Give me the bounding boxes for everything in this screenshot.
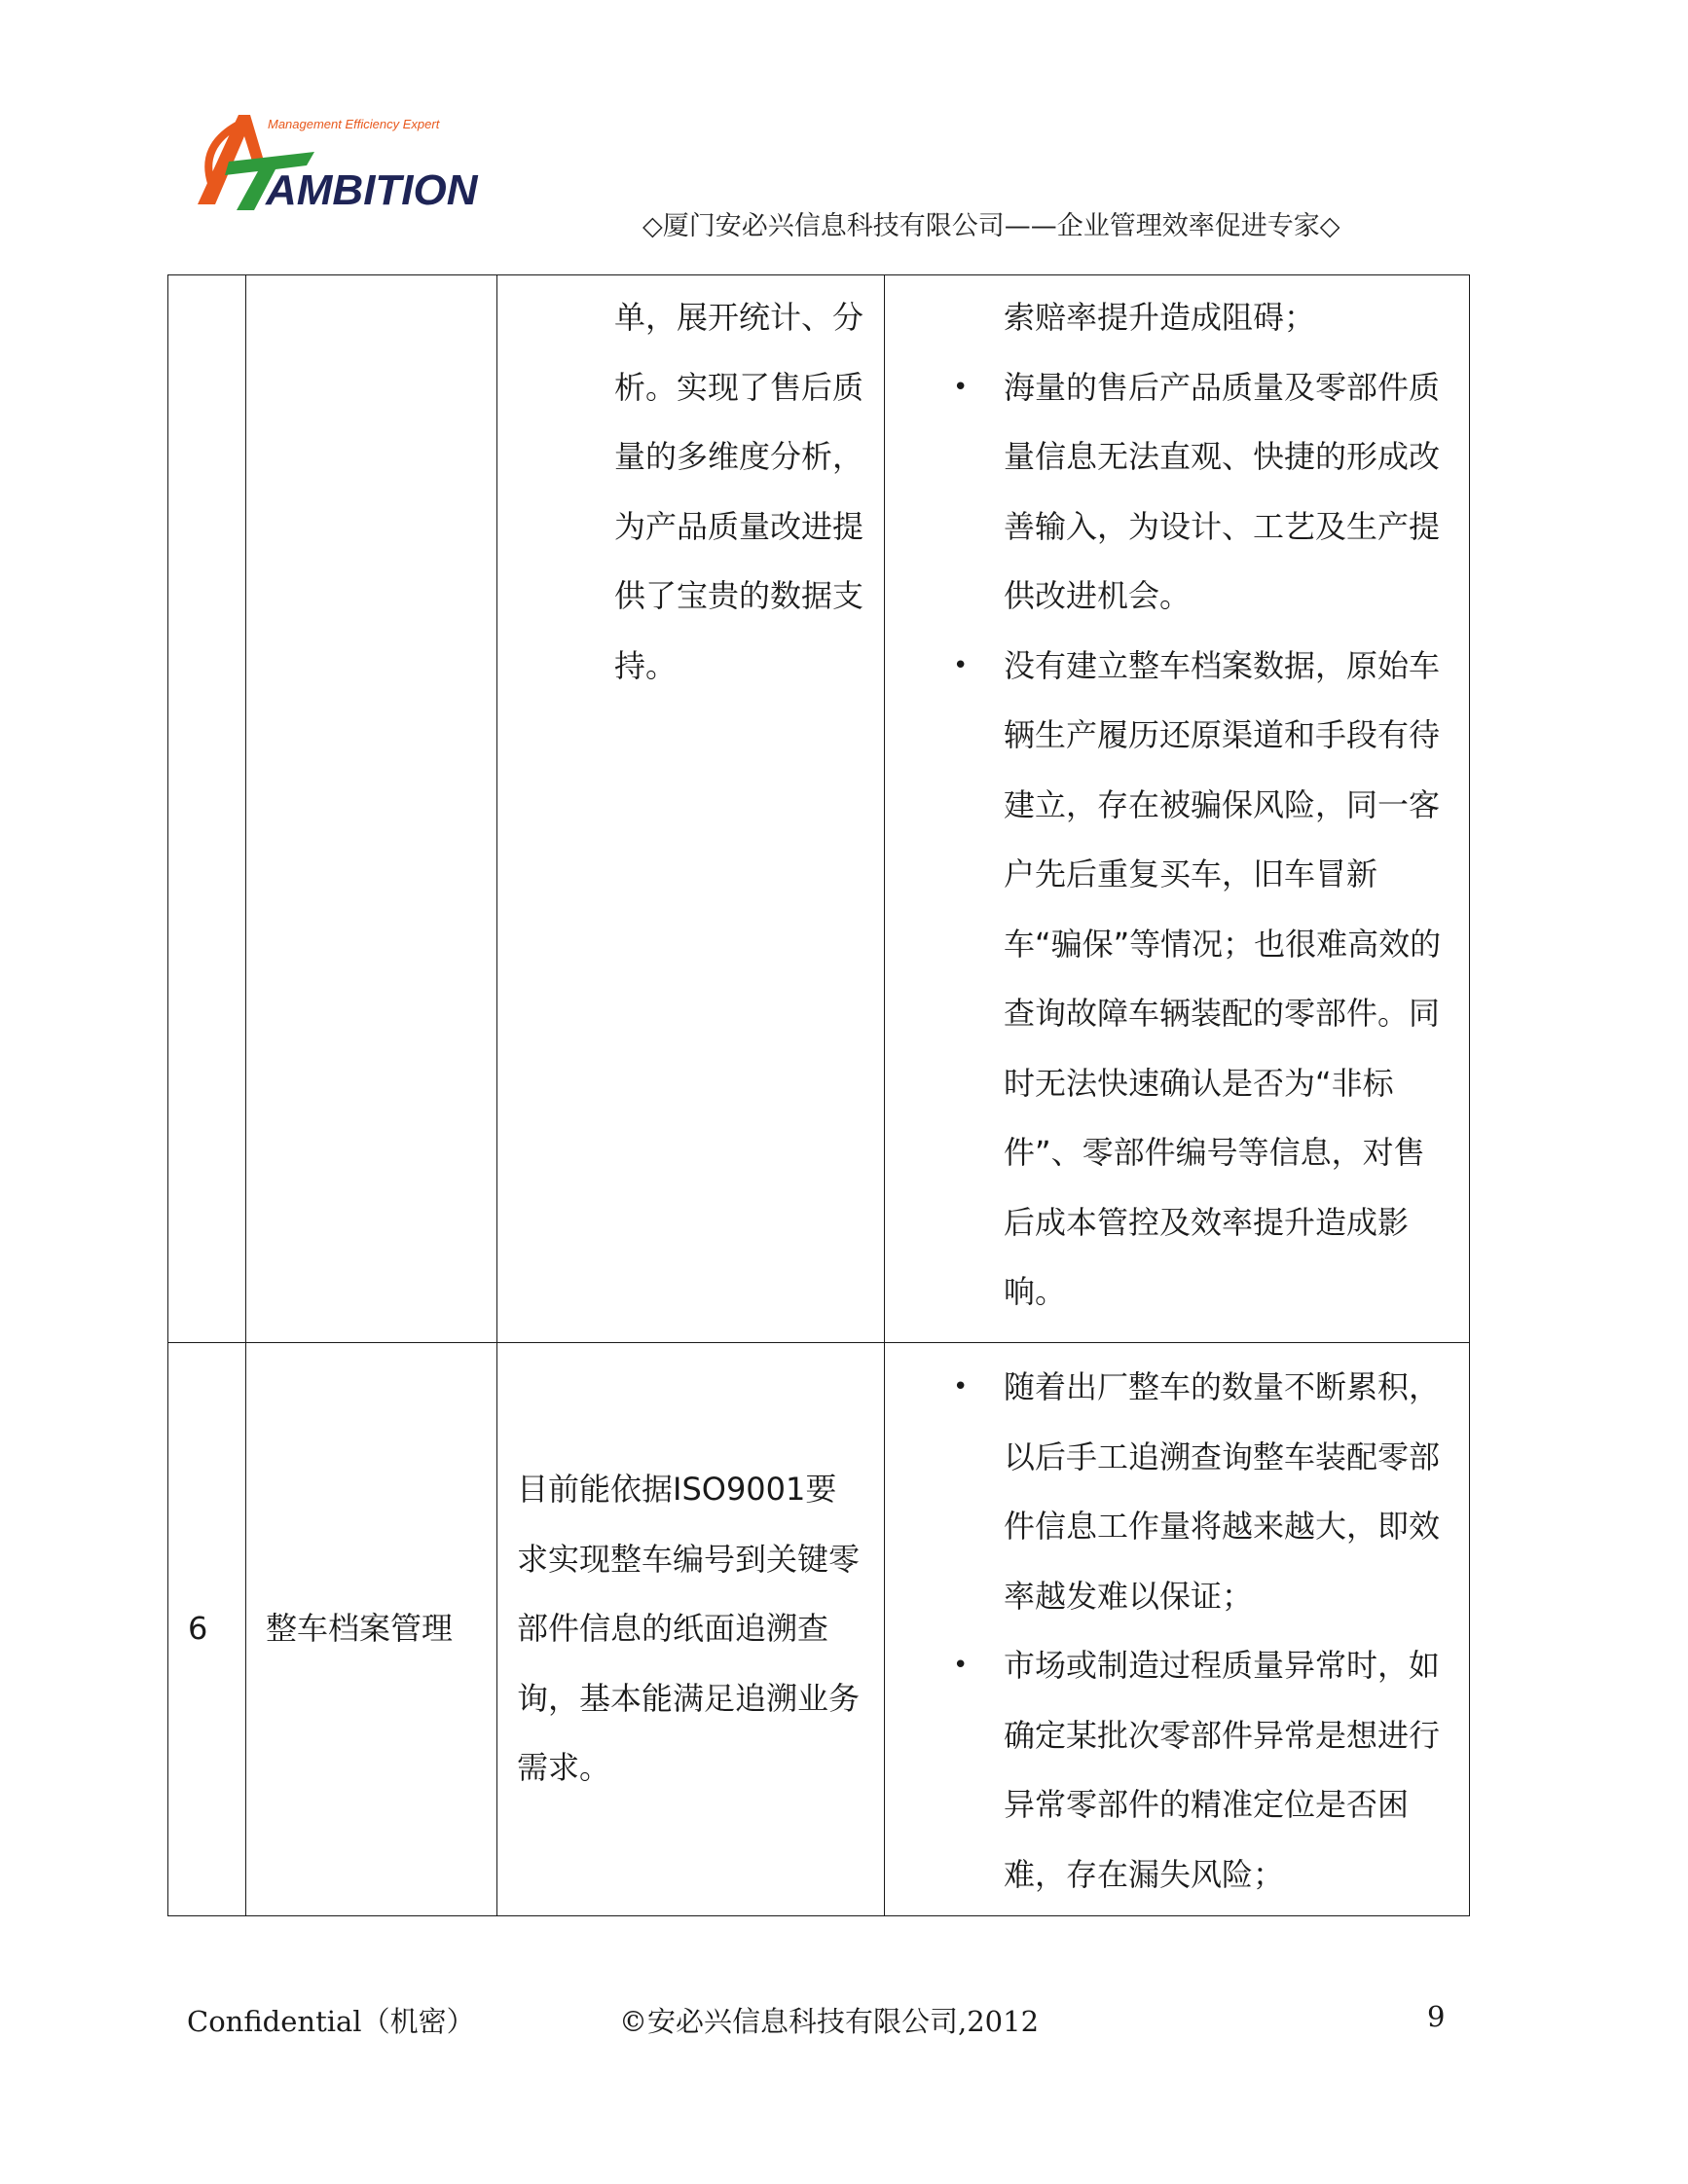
company-logo [190,107,599,214]
module-name-cell: 整车档案管理 [246,1343,497,1916]
logo-tagline: Management Efficiency Expert [268,117,440,131]
row-number-cell: 6 [168,1343,246,1916]
current-status-cell: 单，展开统计、分析。实现了售后质量的多维度分析，为产品质量改进提供了宝贵的数据支持。 [497,275,885,1343]
current-status-cell: 目前能依据ISO9001要求实现整车编号到关键零部件信息的纸面追溯查询，基本能满足追溯业务需求。 [497,1343,885,1916]
table-row [168,275,1470,1343]
problem-item: • 没有建立整车档案数据，原始车辆生产履历还原渠道和手段有待建立，存在被骗保风险，同一客户先后重复买车，旧车冒新车“骗保”等情况；也很难高效的查询故障车辆装配的零部件。同时无法快速确认是否为“非标件”、零部件编号等信息，对售后成本管控及效率提升造成影响。 [1004,632,1451,1328]
problems-cell [885,275,1470,1343]
requirements-table [167,274,1470,1916]
problem-item: 索赔率提升造成阻碍； [1004,299,1316,336]
problems-list [885,275,1469,1328]
logo-word: AMBITION [266,166,478,214]
row-number-cell [168,275,246,1343]
problems-cell [885,1343,1470,1916]
page-number: 9 [1427,2000,1446,2033]
problem-item: • 随着出厂整车的数量不断累积，以后手工追溯查询整车装配零部件信息工作量将越来越大，即效率越发难以保证； [1004,1353,1451,1631]
module-name-cell [246,275,497,1343]
table-row [168,1343,1470,1916]
footer-copyright: ©安必兴信息科技有限公司,2012 [619,2005,1040,2038]
problems-list [885,1343,1469,1910]
problem-item: • 市场或制造过程质量异常时，如确定某批次零部件异常是想进行异常零部件的精准定位是否困难，存在漏失风险； [1004,1631,1451,1910]
problem-item: • 海量的售后产品质量及零部件质量信息无法直观、快捷的形成改善输入，为设计、工艺及生产提供改进机会。 [1004,353,1451,632]
footer-confidential: Confidential（机密） [187,2005,475,2038]
company-slogan: ◇厦门安必兴信息科技有限公司——企业管理效率促进专家◇ [642,211,1340,241]
